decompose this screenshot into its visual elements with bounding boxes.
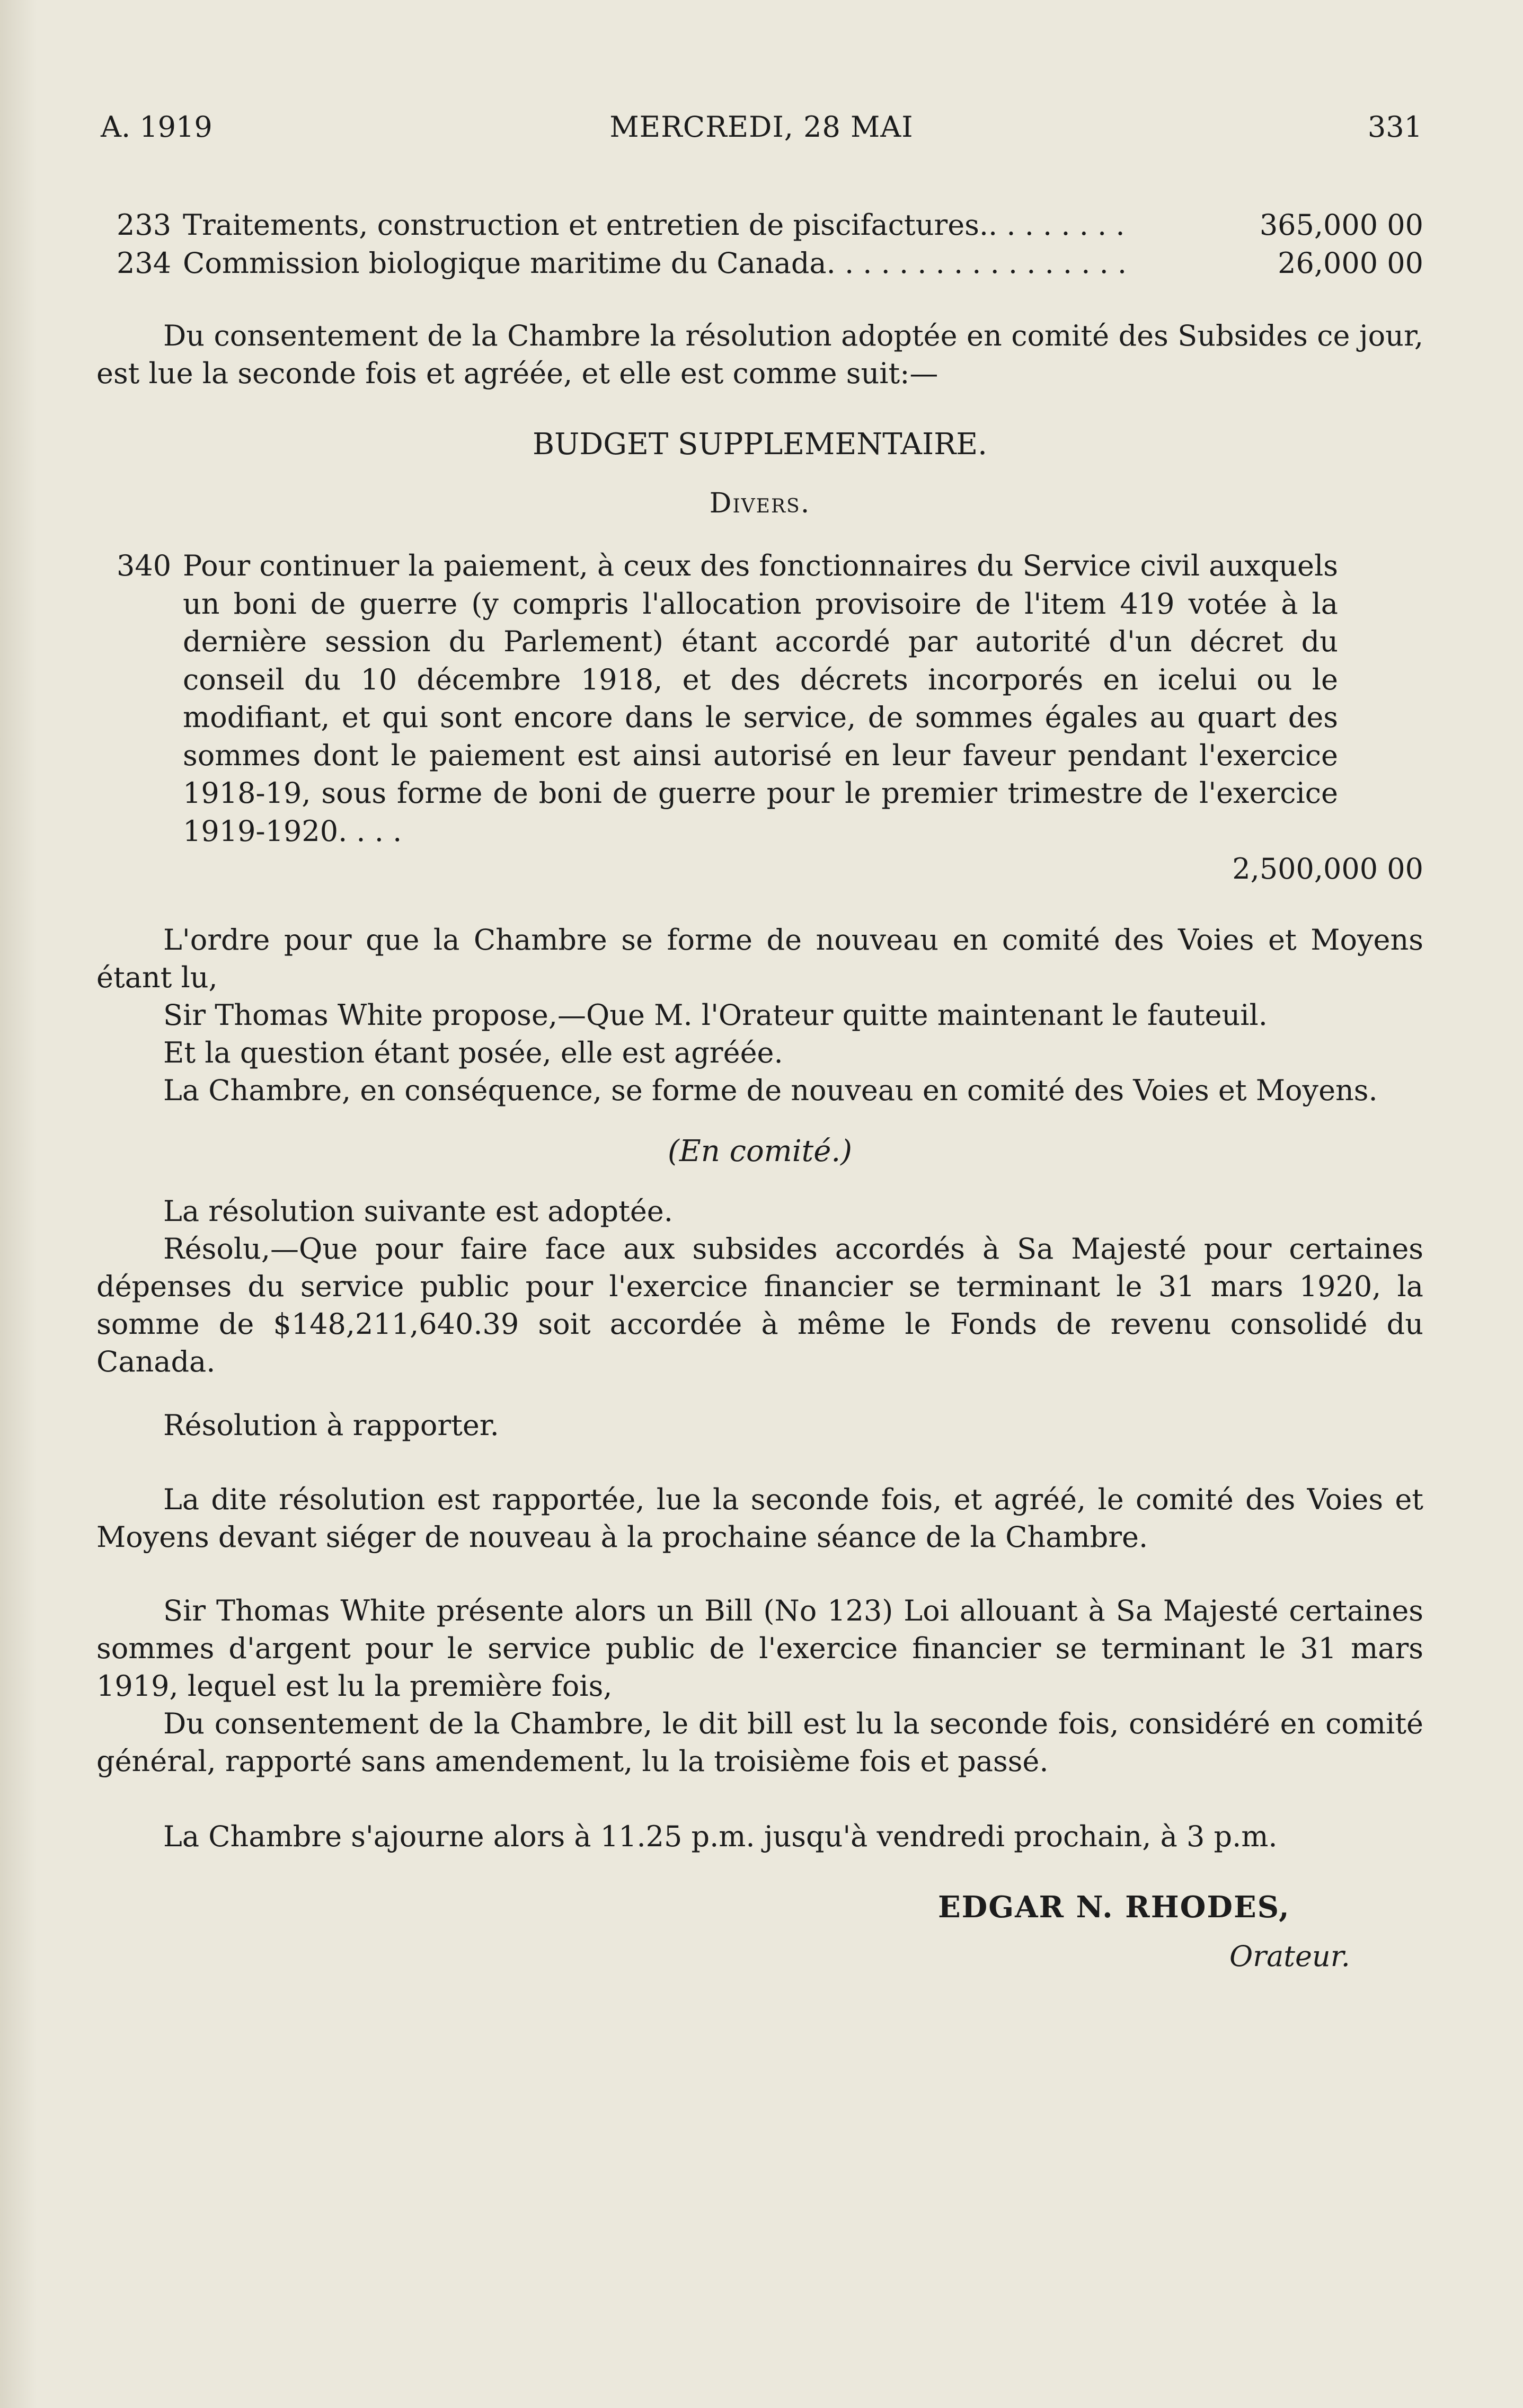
order-paragraph: L'ordre pour que la Chambre se forme de nouveau en comité des Voies et Moyens étant lu, — [96, 923, 1423, 994]
item-amount: 2,500,000 00 — [1232, 852, 1423, 886]
item-amount: 365,000 00 — [1259, 208, 1423, 242]
item-description: Commission biologique maritime du Canada. . . . . . . . . . . . . . . . . — [183, 246, 1127, 280]
budget-title: BUDGET SUPPLEMENTAIRE. — [533, 427, 987, 462]
resolution-report: Résolution à rapporter. — [163, 1409, 499, 1442]
bill-paragraph: Sir Thomas White présente alors un Bill (No 123) Loi allouant à Sa Majesté certaines sommes d'argent pour le service public de l'exercice financier se terminant le 31 mars 1919, lequel est lu la première fois, — [96, 1594, 1423, 1703]
budget-item-340 — [117, 547, 1423, 886]
resolution-paragraph: La résolution suivante est adoptée. — [163, 1194, 673, 1228]
consent-paragraph: Du consentement de la Chambre la résolution adoptée en comité des Subsides ce jour, est lue la seconde fois et agréée, et elle est comme suit:— — [96, 319, 1423, 390]
en-comite: (En comité.) — [668, 1134, 852, 1168]
bill-paragraph: Du consentement de la Chambre, le dit bill est lu la seconde fois, considéré en comité général, rapporté sans amendement, lu la troisième fois et passé. — [96, 1707, 1423, 1778]
header-year: A. 1919 — [101, 110, 212, 144]
item-description: Pour continuer la paiement, à ceux des fonctionnaires du Service civil auxquels un boni de guerre (y compris l'allocation provisoire de l'item 419 votée à la dernière session du Parlement) étant accordé par autorité d'un décret du conseil du 10 décembre 1918, et des décrets incorporés en icelui ou le modifiant, et qui sont encore dans le service, de sommes égales au quart des sommes dont le paiement est ainsi autorisé en leur faveur pendant l'exercice 1918-19, sous forme de boni de guerre pour le premier trimestre de l'exercice 1919-1920. . . . — [183, 549, 1338, 848]
order-paragraph: Et la question étant posée, elle est agréée. — [163, 1036, 783, 1069]
budget-item — [117, 246, 1423, 278]
page-number: 331 — [1367, 110, 1422, 144]
order-section — [96, 921, 1423, 1109]
signature-name: EDGAR N. RHODES, — [938, 1890, 1290, 1925]
bill-section — [96, 1592, 1423, 1780]
budget-item — [117, 208, 1423, 240]
divers-title: Divers. — [709, 488, 811, 519]
item-number: 340 — [117, 549, 172, 582]
item-amount: 26,000 00 — [1278, 246, 1423, 280]
page-header — [101, 110, 1422, 147]
page-edge-shadow — [0, 0, 37, 2408]
reported-paragraph: La dite résolution est rapportée, lue la seconde fois, et agréé, le comité des Voies et Moyens devant siéger de nouveau à la prochaine séance de la Chambre. — [96, 1483, 1423, 1554]
resolution-paragraph: Résolu,—Que pour faire face aux subsides accordés à Sa Majesté pour certaines dépenses du service public pour l'exercice financier se terminant le 31 mars 1920, la somme de $148,211,640.39 soit accordée à même le Fonds de revenu consolidé du Canada. — [96, 1232, 1423, 1378]
order-paragraph: Sir Thomas White propose,—Que M. l'Orateur quitte maintenant le fauteuil. — [163, 998, 1268, 1032]
header-date: MERCREDI, 28 MAI — [609, 110, 914, 144]
item-number: 234 — [117, 246, 172, 280]
order-paragraph: La Chambre, en conséquence, se forme de nouveau en comité des Voies et Moyens. — [163, 1074, 1378, 1107]
resolution-section — [96, 1192, 1423, 1380]
item-number: 233 — [117, 208, 172, 242]
item-description: Traitements, construction et entretien de piscifactures.. . . . . . . . — [183, 208, 1125, 242]
signature-title: Orateur. — [1229, 1940, 1350, 1973]
adjourn-paragraph: La Chambre s'ajourne alors à 11.25 p.m. jusqu'à vendredi prochain, à 3 p.m. — [163, 1820, 1278, 1853]
